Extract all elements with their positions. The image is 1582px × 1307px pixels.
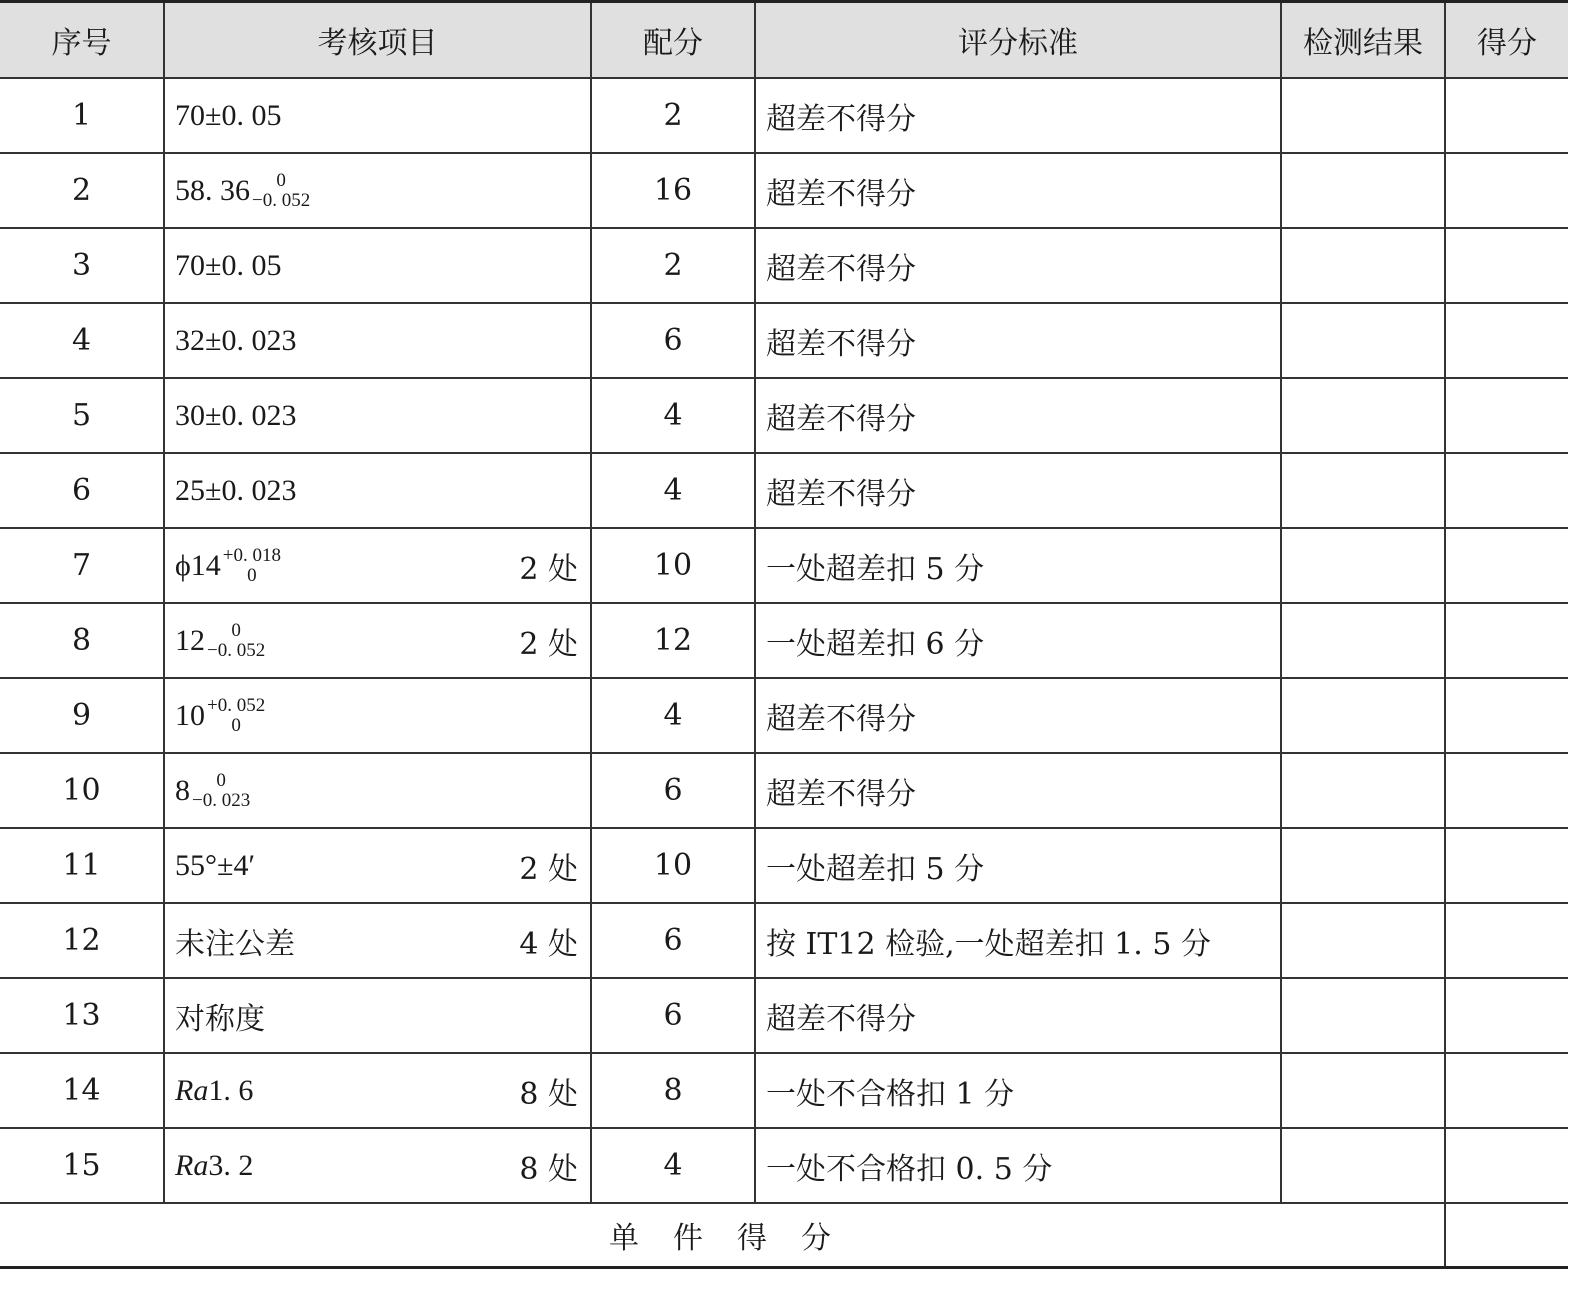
row-item	[164, 78, 591, 153]
location-count: 2 处	[519, 551, 578, 587]
dimension-value: 对称度	[175, 1002, 265, 1036]
row-result-cell[interactable]	[1281, 228, 1445, 303]
table-row	[0, 228, 1568, 303]
row-criteria: 超差不得分	[755, 978, 1281, 1053]
row-points: 2	[591, 78, 755, 153]
dimension	[175, 324, 296, 358]
location-count: 4 处	[519, 926, 578, 962]
dimension	[175, 1074, 253, 1108]
table-body	[0, 78, 1568, 1203]
row-criteria: 超差不得分	[755, 153, 1281, 228]
row-score-cell[interactable]	[1445, 603, 1568, 678]
dimension-value: 8	[175, 773, 190, 807]
row-result-cell[interactable]	[1281, 303, 1445, 378]
tolerance-upper: 0	[276, 169, 286, 191]
tolerance-lower: −0. 052	[252, 189, 311, 211]
dimension-value: 32±0. 023	[175, 323, 297, 357]
dimension-value: 30±0. 023	[175, 398, 297, 432]
row-no: 15	[0, 1128, 164, 1203]
row-item	[164, 378, 591, 453]
dimension-value: 3. 2	[208, 1148, 254, 1182]
dimension	[175, 919, 295, 963]
row-item	[164, 753, 591, 828]
row-result-cell[interactable]	[1281, 453, 1445, 528]
table-row	[0, 453, 1568, 528]
dimension-value: 10	[175, 698, 205, 732]
row-item	[164, 453, 591, 528]
row-criteria: 超差不得分	[755, 453, 1281, 528]
table-row	[0, 153, 1568, 228]
row-result-cell[interactable]	[1281, 528, 1445, 603]
row-result-cell[interactable]	[1281, 1053, 1445, 1128]
row-points: 10	[591, 528, 755, 603]
row-criteria: 超差不得分	[755, 753, 1281, 828]
row-result-cell[interactable]	[1281, 378, 1445, 453]
row-result-cell[interactable]	[1281, 78, 1445, 153]
row-no: 1	[0, 78, 164, 153]
single-piece-score-label: 单件得分	[0, 1203, 1445, 1268]
row-criteria: 一处不合格扣 1 分	[755, 1053, 1281, 1128]
dimension-value: 70±0. 05	[175, 98, 282, 132]
row-no: 13	[0, 978, 164, 1053]
dimension	[175, 994, 265, 1038]
header-no: 序号	[0, 2, 164, 79]
row-result-cell[interactable]	[1281, 753, 1445, 828]
dimension	[175, 696, 265, 736]
row-score-cell[interactable]	[1445, 528, 1568, 603]
row-points: 6	[591, 903, 755, 978]
row-score-cell[interactable]	[1445, 903, 1568, 978]
location-count: 8 处	[519, 1151, 578, 1187]
row-points: 16	[591, 153, 755, 228]
header-score: 得分	[1445, 2, 1568, 79]
row-no: 10	[0, 753, 164, 828]
tolerance-lower: 0	[247, 564, 257, 586]
table-row	[0, 303, 1568, 378]
row-result-cell[interactable]	[1281, 903, 1445, 978]
table-row	[0, 528, 1568, 603]
row-criteria: 超差不得分	[755, 378, 1281, 453]
row-points: 4	[591, 678, 755, 753]
roughness-symbol: Ra	[175, 1073, 209, 1107]
single-piece-score-cell[interactable]	[1445, 1203, 1568, 1268]
row-item	[164, 228, 591, 303]
row-points: 6	[591, 753, 755, 828]
table-row	[0, 753, 1568, 828]
row-item	[164, 1128, 591, 1203]
dimension-value: 55°±4′	[175, 848, 256, 882]
row-score-cell[interactable]	[1445, 1053, 1568, 1128]
header-item: 考核项目	[164, 2, 591, 79]
tolerance-lower: −0. 023	[192, 789, 251, 811]
row-no: 3	[0, 228, 164, 303]
dimension	[175, 621, 265, 661]
dimension-value: 70±0. 05	[175, 248, 282, 282]
dimension	[175, 99, 281, 133]
tolerance	[252, 171, 310, 211]
row-result-cell[interactable]	[1281, 978, 1445, 1053]
row-result-cell[interactable]	[1281, 603, 1445, 678]
footer-row	[0, 1203, 1568, 1268]
tolerance	[192, 771, 250, 811]
dimension-value: 未注公差	[175, 927, 295, 961]
row-score-cell[interactable]	[1445, 678, 1568, 753]
row-score-cell[interactable]	[1445, 978, 1568, 1053]
dimension-value: ϕ14	[175, 548, 221, 582]
header-criteria: 评分标准	[755, 2, 1281, 79]
tolerance	[207, 621, 265, 661]
dimension-value: 12	[175, 623, 205, 657]
row-no: 14	[0, 1053, 164, 1128]
row-score-cell[interactable]	[1445, 378, 1568, 453]
row-points: 6	[591, 978, 755, 1053]
table-row	[0, 1128, 1568, 1203]
row-score-cell[interactable]	[1445, 153, 1568, 228]
dimension	[175, 546, 281, 586]
dimension-value: 58. 36	[175, 173, 250, 207]
tolerance	[207, 696, 265, 736]
row-score-cell[interactable]	[1445, 228, 1568, 303]
row-criteria: 一处超差扣 6 分	[755, 603, 1281, 678]
row-criteria: 一处超差扣 5 分	[755, 528, 1281, 603]
row-points: 8	[591, 1053, 755, 1128]
table-row	[0, 828, 1568, 903]
row-no: 8	[0, 603, 164, 678]
dimension-value: 1. 6	[208, 1073, 254, 1107]
row-no: 9	[0, 678, 164, 753]
row-no: 2	[0, 153, 164, 228]
row-item	[164, 903, 591, 978]
location-count: 2 处	[519, 626, 578, 662]
row-points: 4	[591, 1128, 755, 1203]
table-row	[0, 1053, 1568, 1128]
dimension	[175, 171, 310, 211]
tolerance-upper: +0. 052	[207, 694, 266, 716]
dimension	[175, 474, 296, 508]
table-row	[0, 603, 1568, 678]
row-result-cell[interactable]	[1281, 1128, 1445, 1203]
row-result-cell[interactable]	[1281, 153, 1445, 228]
tolerance-lower: 0	[231, 714, 241, 736]
row-points: 12	[591, 603, 755, 678]
tolerance	[223, 546, 281, 586]
row-score-cell[interactable]	[1445, 828, 1568, 903]
tolerance-upper: 0	[231, 619, 241, 641]
dimension	[175, 249, 281, 283]
row-score-cell[interactable]	[1445, 78, 1568, 153]
location-count: 8 处	[519, 1076, 578, 1112]
row-no: 12	[0, 903, 164, 978]
dimension	[175, 771, 250, 811]
row-item	[164, 678, 591, 753]
row-result-cell[interactable]	[1281, 678, 1445, 753]
row-item	[164, 1053, 591, 1128]
table-row	[0, 903, 1568, 978]
row-criteria: 按 IT12 检验,一处超差扣 1. 5 分	[755, 903, 1281, 978]
tolerance-lower: −0. 052	[207, 639, 266, 661]
dimension	[175, 849, 255, 883]
row-points: 2	[591, 228, 755, 303]
row-no: 5	[0, 378, 164, 453]
row-criteria: 一处超差扣 5 分	[755, 828, 1281, 903]
row-criteria: 超差不得分	[755, 228, 1281, 303]
row-no: 7	[0, 528, 164, 603]
location-count: 2 处	[519, 851, 578, 887]
row-points: 6	[591, 303, 755, 378]
row-score-cell[interactable]	[1445, 303, 1568, 378]
row-item	[164, 828, 591, 903]
header-row	[0, 2, 1568, 79]
row-item	[164, 603, 591, 678]
row-no: 4	[0, 303, 164, 378]
row-points: 4	[591, 453, 755, 528]
tolerance-upper: 0	[216, 769, 226, 791]
row-points: 10	[591, 828, 755, 903]
header-result: 检测结果	[1281, 2, 1445, 79]
dimension-value: 25±0. 023	[175, 473, 297, 507]
dimension	[175, 1149, 253, 1183]
table-row	[0, 378, 1568, 453]
dimension	[175, 399, 296, 433]
row-criteria: 超差不得分	[755, 678, 1281, 753]
row-item	[164, 153, 591, 228]
row-item	[164, 978, 591, 1053]
row-score-cell[interactable]	[1445, 453, 1568, 528]
roughness-symbol: Ra	[175, 1148, 209, 1182]
row-no: 6	[0, 453, 164, 528]
row-score-cell[interactable]	[1445, 753, 1568, 828]
table-row	[0, 78, 1568, 153]
table-row	[0, 678, 1568, 753]
row-points: 4	[591, 378, 755, 453]
row-item	[164, 528, 591, 603]
row-criteria: 超差不得分	[755, 303, 1281, 378]
row-score-cell[interactable]	[1445, 1128, 1568, 1203]
row-no: 11	[0, 828, 164, 903]
row-result-cell[interactable]	[1281, 828, 1445, 903]
row-criteria: 超差不得分	[755, 78, 1281, 153]
row-criteria: 一处不合格扣 0. 5 分	[755, 1128, 1281, 1203]
table-row	[0, 978, 1568, 1053]
header-points: 配分	[591, 2, 755, 79]
tolerance-upper: +0. 018	[222, 544, 282, 566]
row-item	[164, 303, 591, 378]
